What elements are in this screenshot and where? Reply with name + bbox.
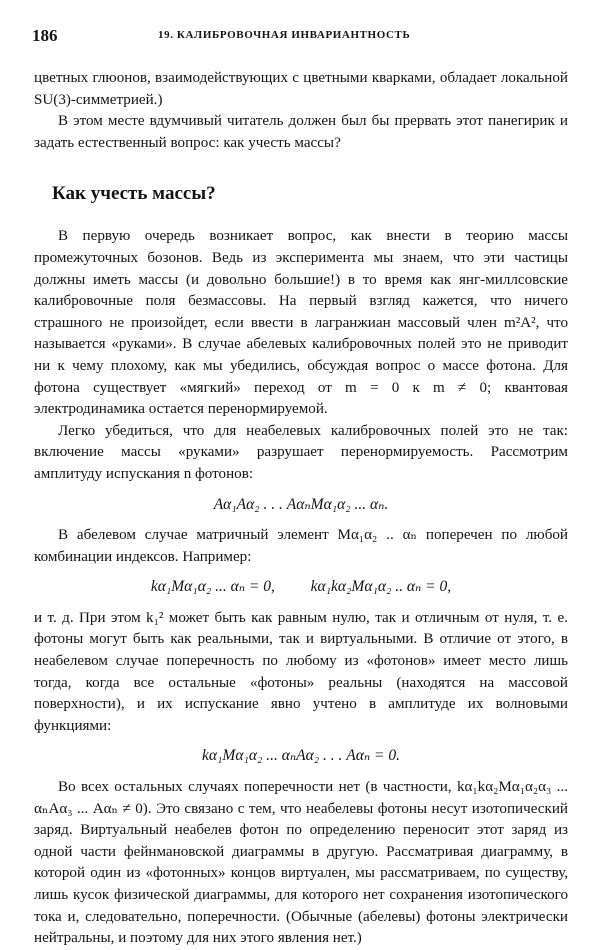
page-body [34,68,568,950]
equation-amplitude-text: Aα₁Aα₂ . . . AαₙMα₁α₂ ... αₙ. [213,495,389,513]
equation-transversality [34,576,568,598]
paragraph-masses: В первую очередь возникает вопрос, как внести в теорию массы промежуточных бозонов. Ведь из эксперимента мы знаем, что эти частицы должны иметь массы (и довольно большие!) в то время как янг-миллсовские калибровочные поля безмассовы. На первый взгляд кажется, что ничего страшного не произойдет, если ввести в лагранжиан массовый член m²A², что называется «руками». В случае абелевых калибровочных полей это не приводит ни к чему плохому, как мы убедились, обсуждая вопрос о массе фотона. Для фотона существует «мягкий» переход от m = 0 к m ≠ 0; квантовая электродинамика остается перенормируемой. [34,228,568,418]
section-heading: Как учесть массы? [52,183,216,205]
page-number: 186 [32,26,58,45]
equation-transversality-single: kα₁Mα₁α₂ ... αₙ = 0, [150,578,275,596]
paragraph-real-virtual: и т. д. При этом k₁² может быть как равным нулю, так и отличным от нуля, т. е. фотоны могут быть как реальными, так и виртуальными. В отличие от этого, в неабелевом случае поперечность по любому из «фотонов» имеет место лишь тогда, когда все остальные «фотоны» реальны (находятся на массовой поверхности), и их испускание явно учтено в амплитуде их волновыми функциями: [34,609,568,734]
equation-wavefunctions [34,745,568,767]
running-head: 19. КАЛИБРОВОЧНАЯ ИНВАРИАНТНОСТЬ [158,29,411,41]
page-header [32,26,572,46]
equation-transversality-double: kα₁kα₂Mα₁α₂ .. αₙ = 0, [310,578,452,596]
paragraph-question: В этом месте вдумчивый читатель должен был бы прервать этот панегирик и задать естественный вопрос: как учесть массы? [34,113,568,151]
paragraph-nonabelian: Легко убедиться, что для неабелевых калибровочных полей это не так: включение массы «руками» разрушает перенормируемость. Рассмотрим амплитуду испускания n фотонов: [34,422,568,482]
equation-amplitude [34,494,568,516]
paragraph-continuation: цветных глюонов, взаимодействующих с цветными кварками, обладает локальной SU(3)-симметрией.) [34,70,568,108]
paragraph-isotopic-charge: Во всех остальных случаях поперечности нет (в частности, kα₁kα₂Mα₁α₂α₃ ... αₙAα₃ ... Aαₙ ≠ 0). Это связано с тем, что неабелевы фотоны несут изотопический заряд. Виртуальный неабелев фотон по определению переносит этот заряд из одной части фейнмановской диаграммы в другую. Рассматривая диаграмму, в которой один из «фотонных» концов виртуален, мы рассматриваем, по существу, лишь кусок физической диаграммы, для которого нет сохранения изотопического тока и, следовательно, поперечности. (Обычные (абелевы) фотоны электрически нейтральны, и поэтому для них этого явления нет.) [34,779,568,947]
paragraph-abelian: В абелевом случае матричный элемент Mα₁α₂ .. αₙ поперечен по любой комбинации индексов. Например: [34,527,568,565]
equation-wavefunctions-text: kα₁Mα₁α₂ ... αₙAα₂ . . . Aαₙ = 0. [202,747,400,765]
